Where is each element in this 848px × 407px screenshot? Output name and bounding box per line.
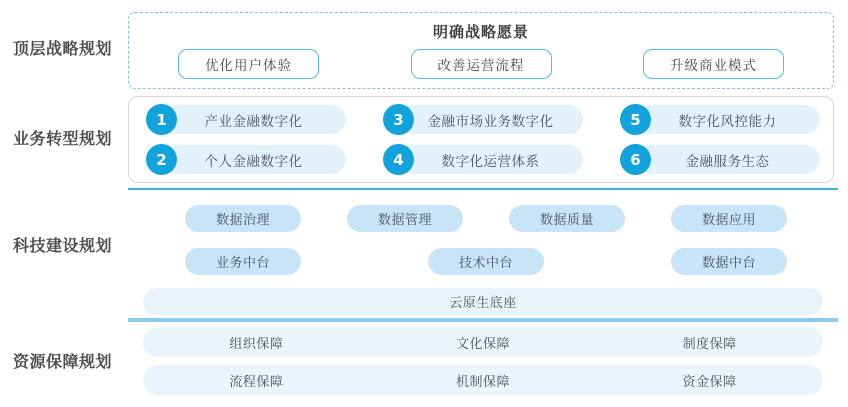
number-badge: 1 (146, 104, 177, 135)
tech-pill-data-application: 数据应用 (671, 205, 787, 232)
transformation-item-2 (146, 144, 346, 175)
vision-button-row (129, 49, 833, 79)
resource-label-funding: 资金保障 (682, 374, 737, 390)
tech-pill-business-platform: 业务中台 (185, 248, 301, 275)
section-label-business: 业务转型规划 (13, 129, 113, 148)
transformation-column-3 (620, 104, 820, 175)
number-badge: 4 (383, 144, 414, 175)
resource-row-1 (143, 327, 823, 357)
tech-pill-tech-platform: 技术中台 (428, 248, 544, 275)
tech-platform-row (128, 248, 836, 275)
transformation-item-label: 金融服务生态 (635, 145, 820, 174)
number-badge: 3 (383, 104, 414, 135)
section-label-top-strategy: 顶层战略规划 (13, 39, 113, 58)
transformation-item-label: 数字化运营体系 (398, 145, 583, 174)
resource-label-process: 流程保障 (229, 374, 284, 390)
divider-line-resource (128, 318, 838, 322)
resource-label-culture: 文化保障 (455, 336, 510, 352)
vision-button-operations: 改善运营流程 (411, 49, 552, 79)
transformation-box (128, 96, 834, 183)
section-label-tech: 科技建设规划 (13, 236, 113, 255)
tech-data-row (128, 205, 836, 232)
tech-pill-cloud-native-base: 云原生底座 (143, 288, 823, 315)
tech-pill-data-quality: 数据质量 (509, 205, 625, 232)
transformation-item-1 (146, 104, 346, 135)
transformation-item-3 (383, 104, 583, 135)
vision-button-user-experience: 优化用户体验 (178, 49, 319, 79)
vision-box (128, 12, 834, 89)
number-badge: 5 (620, 104, 651, 135)
resource-label-organization: 组织保障 (229, 336, 284, 352)
transformation-item-label: 数字化风控能力 (635, 105, 820, 134)
transformation-column-1 (146, 104, 346, 175)
divider-line-tech (128, 188, 838, 190)
number-badge: 6 (620, 144, 651, 175)
transformation-item-6 (620, 144, 820, 175)
vision-button-business-model: 升级商业模式 (643, 49, 784, 79)
transformation-item-label: 个人金融数字化 (161, 145, 346, 174)
section-label-resource: 资源保障规划 (13, 352, 113, 371)
transformation-item-4 (383, 144, 583, 175)
resource-label-mechanism: 机制保障 (455, 374, 510, 390)
transformation-item-5 (620, 104, 820, 135)
resource-label-system: 制度保障 (682, 336, 737, 352)
tech-pill-data-platform: 数据中台 (671, 248, 787, 275)
vision-title: 明确战略愿景 (432, 23, 529, 41)
transformation-item-label: 金融市场业务数字化 (398, 105, 583, 134)
tech-pill-data-governance: 数据治理 (185, 205, 301, 232)
number-badge: 2 (146, 144, 177, 175)
transformation-column-2 (383, 104, 583, 175)
resource-row-2 (143, 365, 823, 395)
transformation-item-label: 产业金融数字化 (161, 105, 346, 134)
tech-pill-data-management: 数据管理 (347, 205, 463, 232)
